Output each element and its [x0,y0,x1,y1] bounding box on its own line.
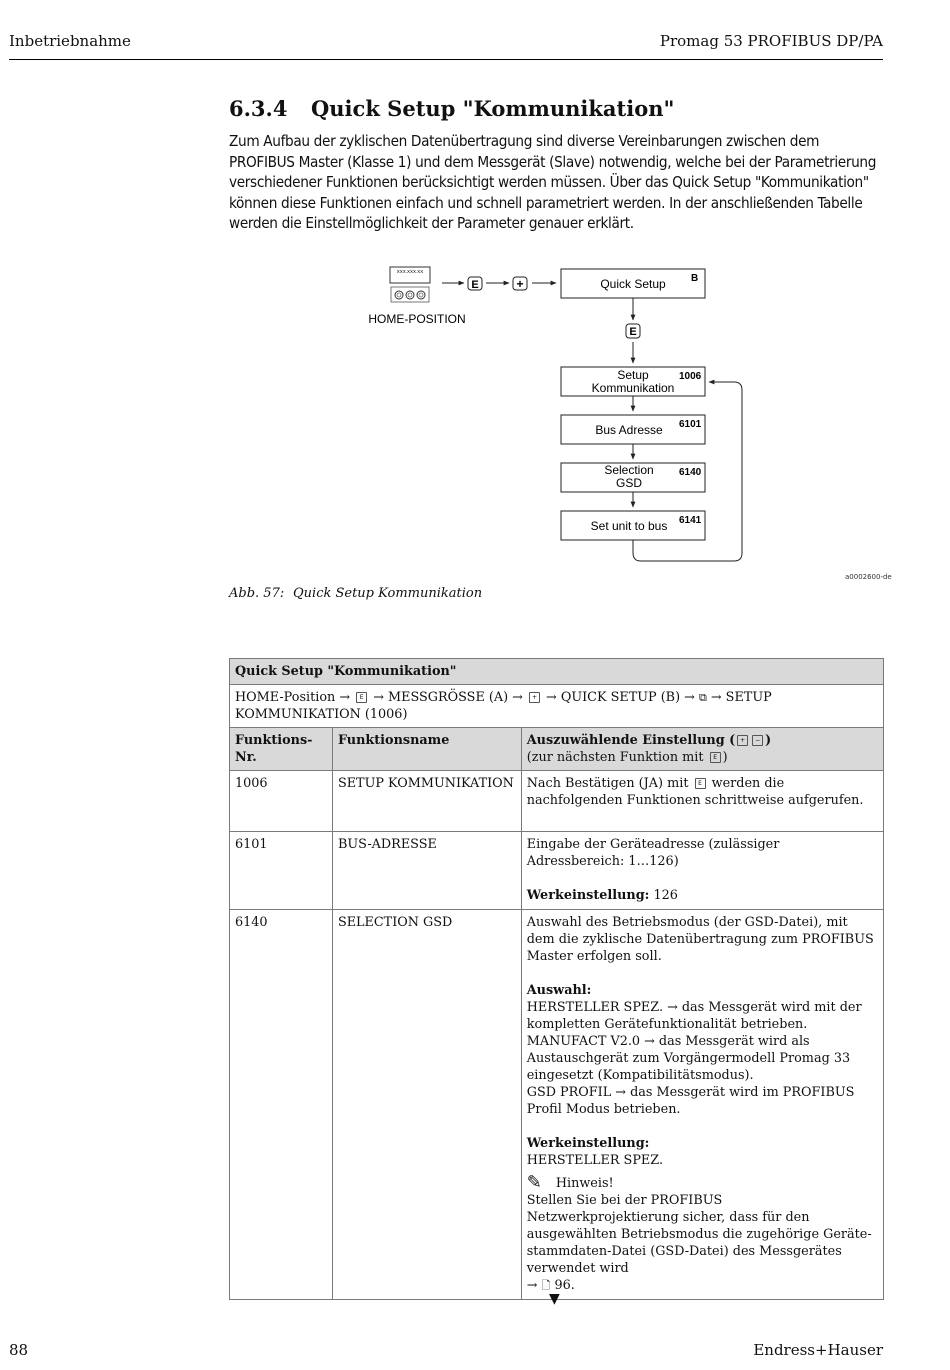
brand-footer: Endress+Hauser [753,1341,883,1359]
table-row [230,910,884,1300]
device-display-icon [390,267,430,302]
key-e-icon [468,277,482,291]
note-text [527,1192,878,1294]
svg-text:Quick Setup: Quick Setup [600,277,666,291]
section-number: 6.3.4 [229,96,288,121]
row-factory-setting [527,887,878,904]
flow-box-6140 [561,463,705,492]
figure-caption-text: Quick Setup Kommunikation [293,586,483,601]
note-header [527,1174,878,1192]
note-ref-arrow: → [526,1278,538,1293]
home-position-label: HOME-POSITION [368,312,466,326]
row-text: Auswahl des Betriebsmodus (der GSD-Datei), mit dem die zyklische Datenübertragung zum PROFIBUS Master erfolgen soll. [526,915,874,964]
pencil-note-icon: ✎ [526,1172,542,1193]
col-header-setting-sub-end: ) [722,750,728,765]
row-name: BUS-ADRESSE [332,832,521,910]
page-ref-icon: 🗋 [541,1279,551,1292]
key-plus-icon [513,277,527,291]
row-name: SETUP KOMMUNIKATION [332,771,521,832]
page-number: 88 [9,1341,29,1359]
plus-key-icon: + [737,735,748,746]
enter-group-icon: ⧉ [698,691,707,704]
table-row [230,832,884,910]
row-description [521,771,883,832]
svg-text:6101: 6101 [679,419,702,430]
quick-setup-flow-diagram [0,0,950,620]
table-header-row [230,728,884,771]
choice-label: Auswahl: [526,983,592,998]
row-nr: 6140 [230,910,333,1300]
quick-setup-box [561,269,705,298]
col-header-setting-text: Auszuwählende Einstellung ( [526,733,736,748]
col-header-nr: Funktions-Nr. [230,728,333,771]
factory-value: HERSTELLER SPEZ. [526,1153,664,1168]
quick-setup-table [229,658,884,1300]
col-header-name: Funktionsname [332,728,521,771]
svg-text:6140: 6140 [679,467,702,478]
factory-value: 126 [649,888,678,903]
svg-text:B: B [691,273,699,284]
table-title: Quick Setup "Kommunikation" [230,659,884,685]
row-nr: 1006 [230,771,333,832]
col-header-setting [521,728,883,771]
figure-code: a0002600-de [845,573,892,581]
intro-paragraph: Zum Aufbau der zyklischen Datenübertragung sind diverse Vereinbarungen zwischen dem PROFIBUS Master (Klasse 1) und dem Messgerät (Slave) notwendig, welche bei der Parametrierung verschiedener Funktionen berücksichtigt werden müssen. Über das Quick Setup "Kommunikation" können diese Funktionen einfach und schnell parametriert werden. In der anschließenden Tabelle werden die Einstellmöglichkeit der Parameter genauer erklärt. [229,132,877,232]
path-messgroesse: → MESSGRÖSSE (A) → [373,690,523,705]
path-quick-setup: → QUICK SETUP (B) → [546,690,695,705]
factory-label: Werkeinstellung: [526,888,650,903]
path-home: HOME-Position → [235,690,351,705]
row-name: SELECTION GSD [332,910,521,1300]
choice-option: HERSTELLER SPEZ. → das Messgerät wird mit der kompletten Gerätefunktionalität betrieben. [526,1000,862,1032]
flow-box-6101 [561,415,705,444]
figure-caption-label: Abb. 57: [229,586,285,601]
row-text-b: werden die nachfolgenden Funktionen schrittweise aufgerufen. [526,776,864,808]
e-key-icon: E [695,778,706,789]
running-header-chapter: Inbetriebnahme [9,32,131,50]
svg-text:GSD: GSD [615,476,643,490]
running-header-product: Promag 53 PROFIBUS DP/PA [659,32,883,50]
key-e-icon-vertical [626,324,640,338]
svg-text:6141: 6141 [679,515,702,526]
svg-text:Kommunikation: Kommunikation [591,381,675,395]
row-text-a: Nach Bestätigen (JA) mit [526,776,689,791]
section-title: Quick Setup "Kommunikation" [311,96,675,121]
row-text: Eingabe der Geräteadresse (zulässiger Adressbereich: 1…126) [526,837,780,869]
row-description [521,832,883,910]
svg-text:Set unit to bus: Set unit to bus [590,519,668,533]
svg-text:1006: 1006 [679,371,702,382]
svg-text:Selection: Selection [604,463,654,477]
row-description [521,910,883,1300]
svg-text:E: E [471,279,479,291]
minus-key-icon: − [752,735,763,746]
e-key-icon: E [356,692,367,703]
continue-down-icon: ▼ [549,1291,560,1307]
note-label: Hinweis! [555,1175,614,1191]
display-text: XXX.XXX.XX [396,269,424,274]
col-header-setting-end: ) [765,733,772,748]
svg-text:Bus Adresse: Bus Adresse [595,423,663,437]
choice-option: MANUFACT V2.0 → das Messgerät wird als Austauschgerät zum Vorgängermodell Promag 33 eingesetzt (Kompatibilitätsmodus). [526,1034,851,1083]
plus-key-icon: + [529,692,540,703]
svg-text:Setup: Setup [617,368,649,382]
note-body: Stellen Sie bei der PROFIBUS Netzwerkprojektierung sicher, dass für den ausgewählten Betriebsmodus die zugehörige Geräte-stammdaten-Datei (GSD-Datei) des Messgerätes verwendet wird [526,1193,872,1276]
table-path [230,685,884,728]
flow-box-1006 [561,367,705,396]
note-page: 96. [554,1278,575,1293]
path-setup-kommunikation: → SETUP KOMMUNIKATION (1006) [235,690,772,722]
flow-box-6141 [561,511,705,540]
table-path-row [230,685,884,728]
svg-text:E: E [629,326,637,338]
choice-option: GSD PROFIL → das Messgerät wird im PROFIBUS Profil Modus betrieben. [526,1085,855,1117]
factory-label: Werkeinstellung: [526,1136,650,1151]
figure-caption [229,586,482,601]
row-nr: 6101 [230,832,333,910]
table-title-row [230,659,884,685]
table-row [230,771,884,832]
col-header-setting-sub: (zur nächsten Funktion mit [526,750,704,765]
svg-text:+: + [516,277,524,291]
e-key-icon: E [710,752,721,763]
